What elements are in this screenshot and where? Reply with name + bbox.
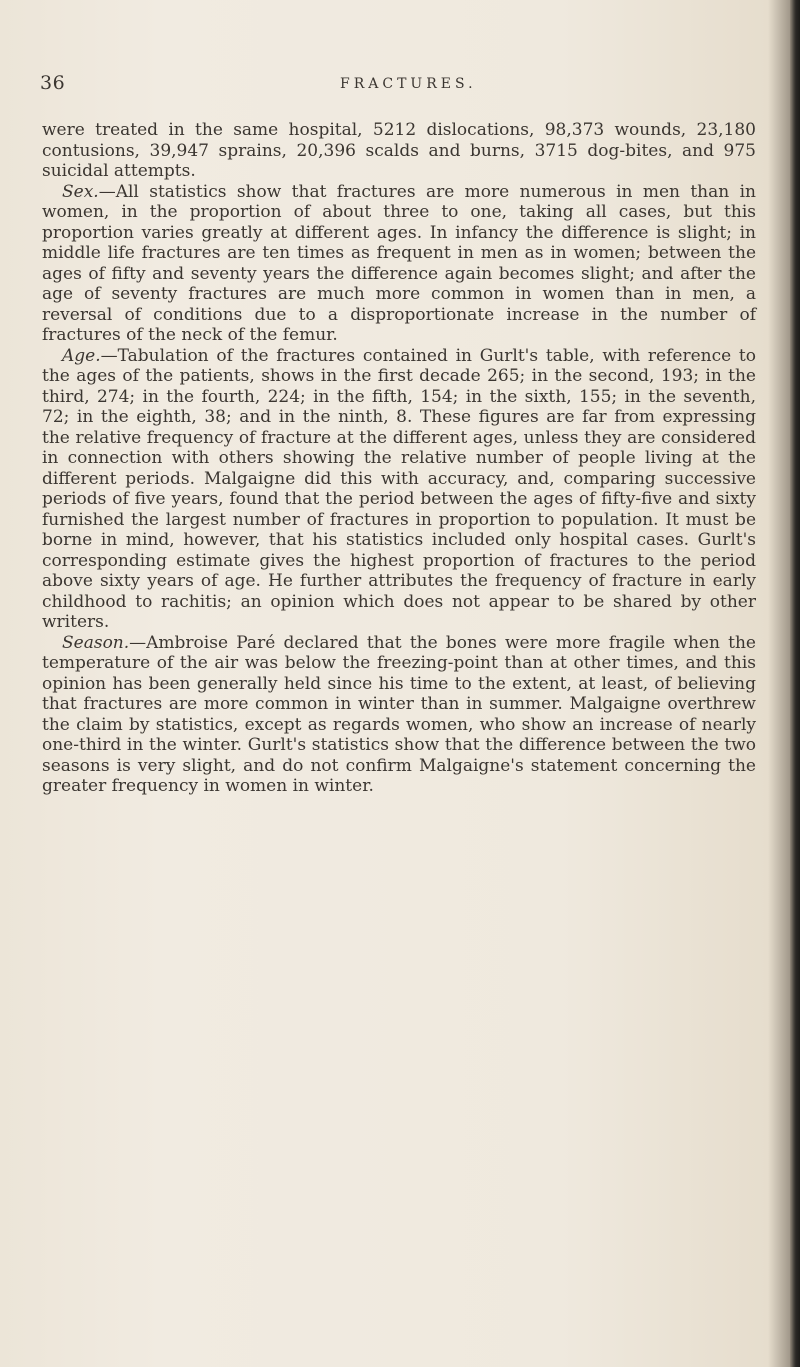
paragraph-sex (42, 182, 756, 346)
paragraph-text: —Ambroise Paré declared that the bones were more fragile when the temperature of the air was below the freezing-point than at other times, and this opinion has been generally held since his time to the extent, at least, of believing that fractures are more common in winter than in summer. Malgaigne overthrew the claim by statistics, except as regards women, who show an increase of nearly one-third in the winter. Gurlt's statistics show that the difference between the two seasons is very slight, and do not confirm Malgaigne's statement concerning the greater frequency in women in winter. (42, 632, 756, 796)
paragraph-heading: Season. (62, 632, 130, 653)
paragraph-text: —Tabulation of the fractures contained in Gurlt's table, with reference to the ages of the patients, shows in the first decade 265; in the second, 193; in the third, 274; in the fourth, 224; in the fifth, 154; in the sixth, 155; in the seventh, 72; in the eighth, 38; and in the ninth, 8. These figures are far from expressing the relative frequency of fracture at the different ages, unless they are considered in connection with others showing the relative number of people living at the different periods. Malgaigne did this with accuracy, and, comparing successive periods of five years, found that the period between the ages of fifty-five and sixty furnished the largest number of fractures in proportion to population. It must be borne in mind, however, that his statistics included only hospital cases. Gurlt's corresponding estimate gives the highest proportion of fractures to the period above sixty years of age. He further attributes the frequency of fracture in early childhood to rachitis; an opinion which does not appear to be shared by other writers. (42, 345, 756, 632)
paragraph-text: were treated in the same hospital, 5212 dislocations, 98,373 wounds, 23,180 contusions, 39,947 sprains, 20,396 scalds and burns, 3715 dog-bites, and 975 suicidal attempts. (42, 120, 756, 181)
body-text (42, 120, 756, 797)
page-edge-shadow (790, 0, 800, 1367)
paragraph-heading: Age. (62, 345, 101, 366)
paragraph-text: —All statistics show that fractures are more numerous in men than in women, in the proportion of about three to one, taking all cases, but this proportion varies greatly at different ages. In infancy the difference is slight; in middle life fractures are ten times as frequent in men as in women; between the ages of fifty and seventy years the difference again becomes slight; and after the age of seventy fractures are much more common in women than in men, a reversal of conditions due to a disproportionate increase in the number of fractures of the neck of the femur. (42, 181, 756, 345)
page-header (40, 72, 760, 102)
paragraph-season (42, 633, 756, 797)
paragraph-age (42, 346, 756, 633)
page-number: 36 (40, 72, 66, 94)
paragraph-heading: Sex. (62, 181, 99, 202)
running-head: FRACTURES. (340, 76, 477, 92)
paragraph-continuation (42, 120, 756, 182)
